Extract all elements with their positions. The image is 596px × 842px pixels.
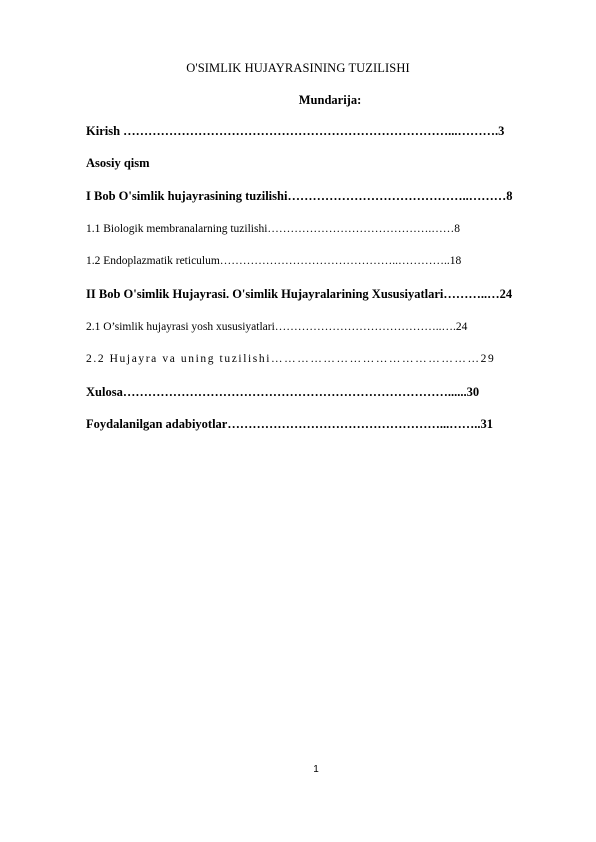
- toc-entry-section-2-2: 2.2 Hujayra va uning tuzilishi…………………………………………29: [86, 353, 496, 365]
- page-number: 1: [313, 764, 319, 775]
- toc-entry-adabiyotlar: Foydalanilgan adabiyotlar……………………………………………...……..31: [86, 417, 493, 431]
- toc-entry-chapter-2: II Bob O'simlik Hujayrasi. O'simlik Hujayralarining Xususiyatlari………..…24: [86, 287, 513, 301]
- toc-heading: Mundarija:: [298, 93, 362, 107]
- toc-entry-section-1-1: 1.1 Biologik membranalarning tuzilishi…………………………………….……8: [86, 223, 461, 235]
- toc-entry-kirish: Kirish ……………………………………………………………………...……….3: [86, 124, 505, 138]
- toc-entry-xulosa: Xulosa……………………………………………………………………......30: [86, 385, 480, 399]
- toc-entry-asosiy-qism: Asosiy qism: [86, 156, 150, 170]
- toc-entry-section-2-1: 2.1 O’simlik hujayrasi yosh xususiyatlari……………………………………..….24: [86, 321, 468, 333]
- toc-entry-chapter-1: I Bob O'simlik hujayrasining tuzilishi……………………………………..………8: [86, 189, 513, 203]
- toc-entry-section-1-2: 1.2 Endoplazmatik reticulum………………………………………..…………..18: [86, 255, 462, 267]
- document-title: O'SIMLIK HUJAYRASINING TUZILISHI: [186, 61, 410, 75]
